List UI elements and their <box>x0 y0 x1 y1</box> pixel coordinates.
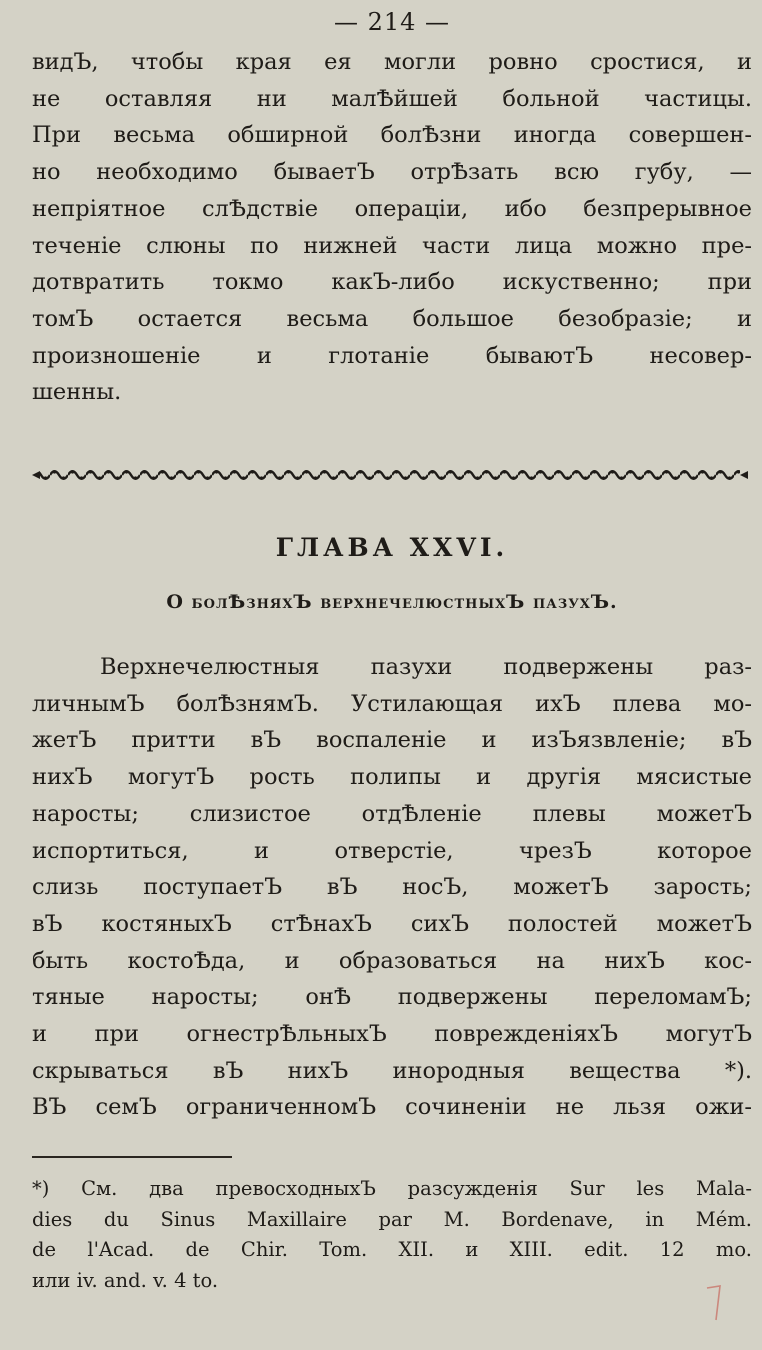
text-line: личнымЪ болѢзнямЪ. Устилающая ихЪ плева мо- <box>32 690 752 717</box>
text-line: теченіе слюны по нижней части лица можно пре- <box>32 232 752 259</box>
text-line: наросты; слизистое отдѢленіе плевы можетЪ <box>32 800 752 827</box>
ornamental-divider <box>32 467 754 481</box>
text-line: непріятное слѢдствіе операціи, ибо безпрерывное <box>32 195 752 222</box>
text-line: быть костоѢда, и образоваться на нихЪ кос- <box>32 947 752 974</box>
paragraph-continuation <box>32 44 752 411</box>
text-line: не оставляя ни малѢйшей больной частицы. <box>32 85 752 112</box>
text-line: испортиться, и отверстіе, чрезЪ которое <box>32 837 752 864</box>
chapter-paragraph <box>32 649 752 1126</box>
text-line: ВЪ семЪ ограниченномЪ сочиненіи не льзя ожи- <box>32 1094 752 1121</box>
red-pencil-mark-icon <box>706 1282 722 1322</box>
text-line: видЪ, чтобы края ея могли ровно сростися, и <box>32 49 752 75</box>
ornament-vine-icon <box>32 468 754 481</box>
footnote <box>32 1174 752 1296</box>
text-line: слизь поступаетЪ вЪ носЪ, можетЪ зарость; <box>32 874 752 901</box>
text-line: При весьма обширной болѢзни иногда совершен- <box>32 122 752 149</box>
footnote-divider <box>32 1156 232 1158</box>
text-line: дотвратить токмо какЪ-либо искуственно; при <box>32 269 752 296</box>
text-line: нихЪ могутЪ рость полипы и другія мясистые <box>32 764 752 791</box>
text-line: Верхнечелюстныя пазухи подвержены раз- <box>100 654 752 681</box>
footnote-line: de l'Acad. de Chir. Tom. XII. и XIII. edit. 12 mo. <box>32 1238 752 1262</box>
text-line: томЪ остается весьма большое безобразіе; и <box>32 305 752 332</box>
footnote-line: dies du Sinus Maxillaire par M. Bordenave, in Mém. <box>32 1207 752 1231</box>
text-line: произношеніе и глотаніе бываютЪ несовер- <box>32 342 752 369</box>
chapter-title: ГЛАВА XXVI. <box>275 533 509 563</box>
page-number: — 214 — <box>333 8 451 36</box>
text-line: тяные наросты; онѢ подвержены переломамЪ; <box>32 984 752 1011</box>
text-line: вЪ костяныхЪ стѢнахЪ сихЪ полостей можетЪ <box>32 910 752 937</box>
text-line: шенны. <box>32 379 122 406</box>
footnote-line: или iv. and. v. 4 to. <box>32 1268 219 1292</box>
footnote-line: *) См. два превосходныхЪ разсужденія Sur les Mala- <box>32 1177 752 1201</box>
text-line: и при огнестрѢльныхЪ поврежденіяхЪ могутЪ <box>32 1021 752 1048</box>
chapter-subtitle: О болѢзняхЪ верхнечелюстныхЪ пазухЪ. <box>166 591 618 614</box>
text-line: но необходимо бываетЪ отрѢзать всю губу, — <box>32 159 752 186</box>
text-line: жетЪ притти вЪ воспаленіе и изЪязвленіе; вЪ <box>32 727 752 754</box>
text-line: скрываться вЪ нихЪ инородныя вещества *). <box>32 1057 752 1084</box>
